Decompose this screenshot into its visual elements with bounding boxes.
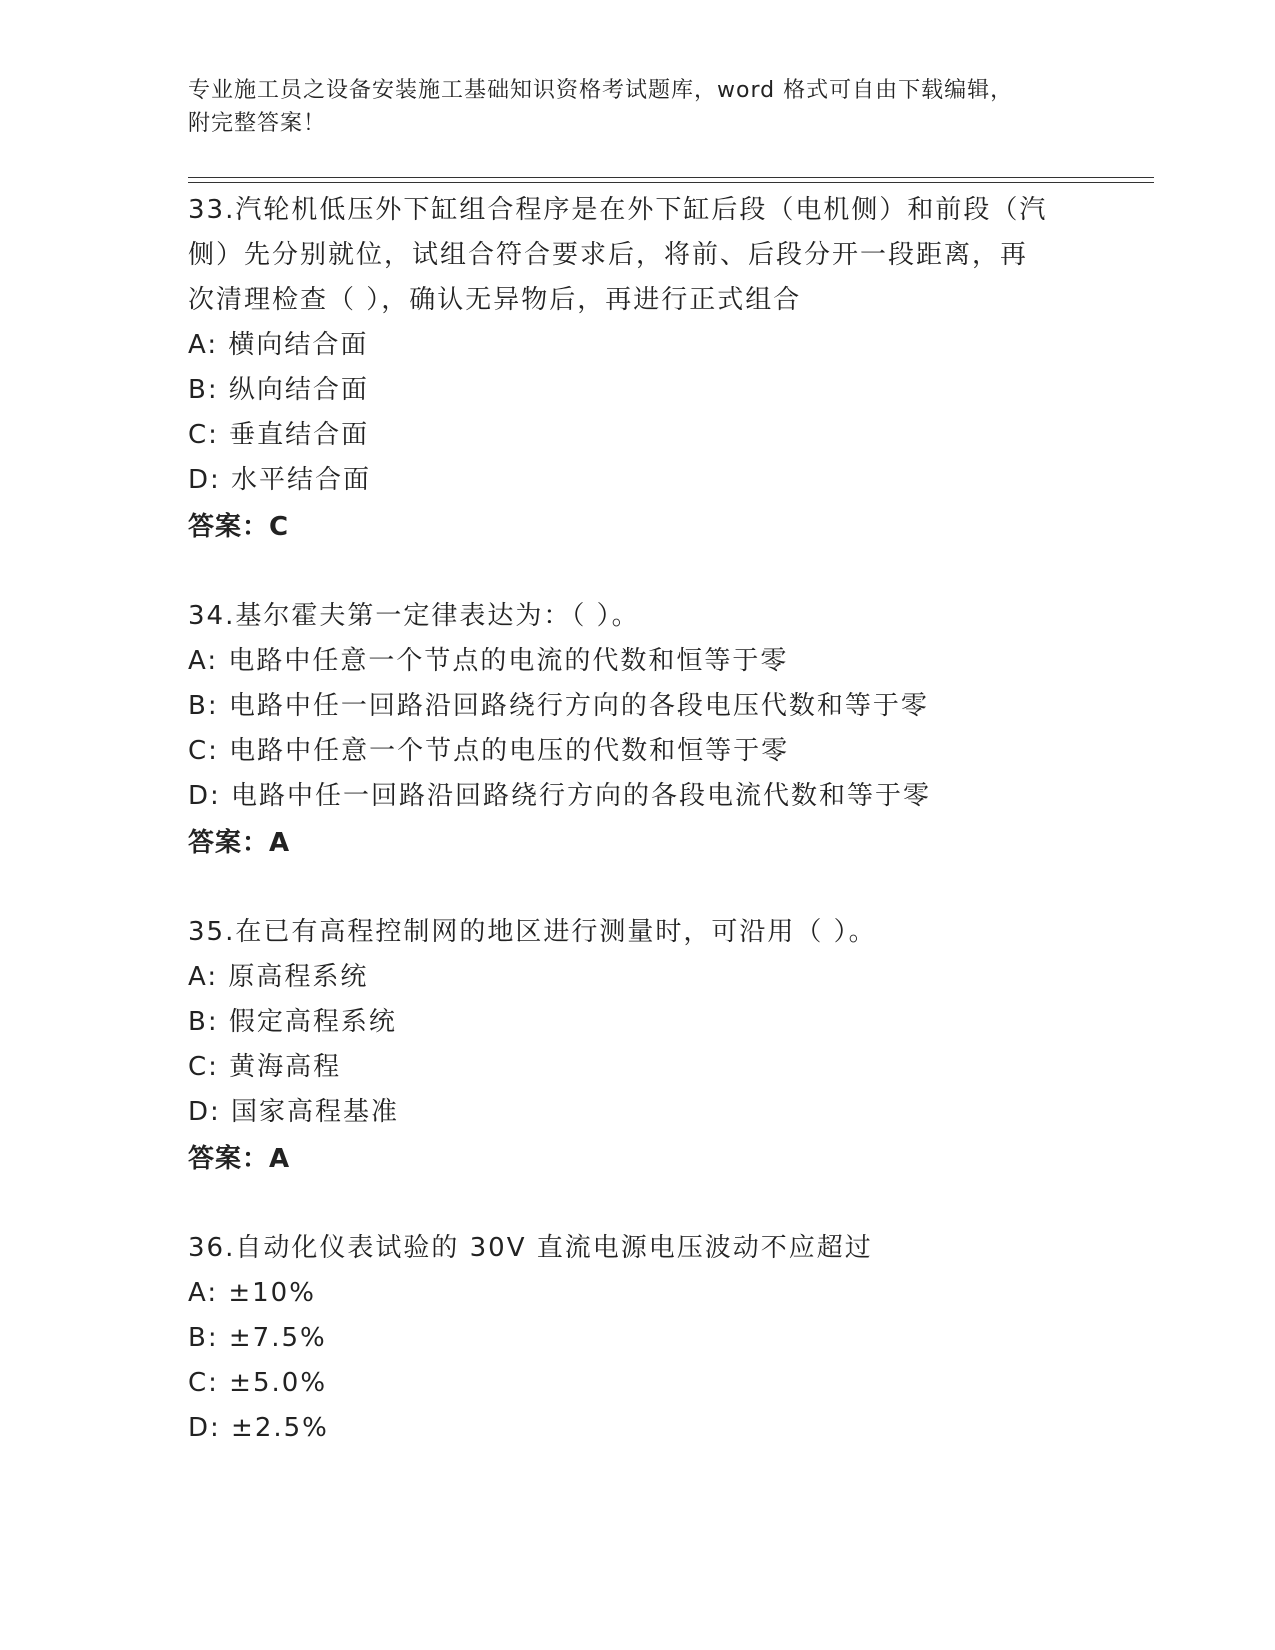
option-d: D: 电路中任一回路沿回路绕行方向的各段电流代数和等于零 xyxy=(188,781,932,811)
option-b: B: ±7.5% xyxy=(188,1323,327,1353)
question-33 xyxy=(188,188,1088,551)
header-divider-bottom xyxy=(188,182,1154,183)
question-stem: 34.基尔霍夫第一定律表达为：（ ）。 xyxy=(188,601,640,631)
question-stem: 侧）先分别就位，试组合符合要求后，将前、后段分开一段距离，再 xyxy=(188,240,1029,270)
question-stem: 33.汽轮机低压外下缸组合程序是在外下缸后段（电机侧）和前段（汽 xyxy=(188,195,1048,225)
question-stem: 次清理检查（ ），确认无异物后，再进行正式组合 xyxy=(188,285,802,315)
question-36 xyxy=(188,1226,1088,1451)
option-c: C: ±5.0% xyxy=(188,1368,328,1398)
answer-label: 答案：A xyxy=(188,828,291,858)
option-d: D: 水平结合面 xyxy=(188,465,372,495)
document-header xyxy=(188,74,1088,140)
option-d: D: 国家高程基准 xyxy=(188,1097,400,1127)
question-stem: 36.自动化仪表试验的 30V 直流电源电压波动不应超过 xyxy=(188,1233,873,1263)
option-a: A: 原高程系统 xyxy=(188,962,369,992)
option-c: C: 电路中任意一个节点的电压的代数和恒等于零 xyxy=(188,736,790,766)
header-divider-top xyxy=(188,177,1154,178)
question-stem: 35.在已有高程控制网的地区进行测量时，可沿用（ ）。 xyxy=(188,917,877,947)
option-a: A: 电路中任意一个节点的电流的代数和恒等于零 xyxy=(188,646,789,676)
option-a: A: 横向结合面 xyxy=(188,330,369,360)
option-c: C: 垂直结合面 xyxy=(188,420,370,450)
question-list xyxy=(188,188,1088,1494)
option-d: D: ±2.5% xyxy=(188,1413,329,1443)
option-b: B: 电路中任一回路沿回路绕行方向的各段电压代数和等于零 xyxy=(188,691,929,721)
answer-label: 答案：C xyxy=(188,512,290,542)
option-b: B: 假定高程系统 xyxy=(188,1007,397,1037)
answer-label: 答案：A xyxy=(188,1144,291,1174)
header-line-2: 附完整答案！ xyxy=(188,111,327,136)
option-c: C: 黄海高程 xyxy=(188,1052,342,1082)
question-34 xyxy=(188,594,1088,867)
option-b: B: 纵向结合面 xyxy=(188,375,369,405)
header-line-1: 专业施工员之设备安装施工基础知识资格考试题库，word 格式可自由下载编辑， xyxy=(188,78,1014,103)
option-a: A: ±10% xyxy=(188,1278,316,1308)
question-35 xyxy=(188,910,1088,1183)
